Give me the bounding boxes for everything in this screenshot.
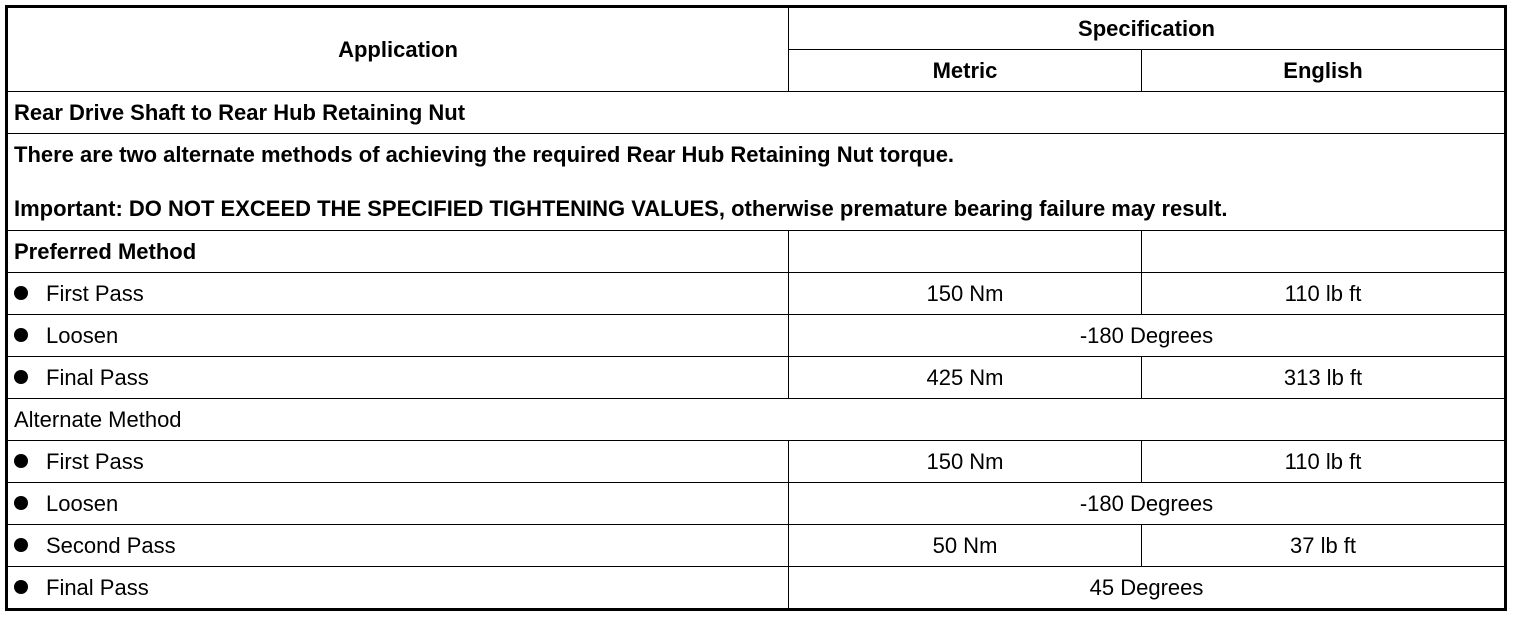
english-value: 110 lb ft [1142,273,1506,315]
step-label: Loosen [46,322,119,348]
english-header: English [1142,50,1506,92]
bullet-icon [14,370,28,384]
english-value: 110 lb ft [1142,441,1506,483]
table-row [7,441,1506,483]
step-label: Second Pass [46,532,176,558]
table-row [7,315,1506,357]
component-title: Rear Drive Shaft to Rear Hub Retaining Nut [7,92,1506,134]
specification-header: Specification [789,7,1506,50]
important-warning: Important: DO NOT EXCEED THE SPECIFIED TIGHTENING VALUES, otherwise premature bearing failure may result. [14,196,1228,221]
metric-value: 425 Nm [789,357,1142,399]
table-row [7,357,1506,399]
metric-header: Metric [789,50,1142,92]
bullet-icon [14,286,28,300]
table-row [7,483,1506,525]
bullet-icon [14,580,28,594]
metric-value: 150 Nm [789,273,1142,315]
combined-value: -180 Degrees [789,315,1506,357]
application-header: Application [7,7,789,92]
preferred-method-label: Preferred Method [7,231,789,273]
metric-value: 150 Nm [789,441,1142,483]
step-label: Loosen [46,490,119,516]
table-row [7,525,1506,567]
table-row [7,273,1506,315]
bullet-icon [14,538,28,552]
table-row [7,567,1506,610]
step-label: First Pass [46,448,144,474]
notes-cell [7,134,1506,231]
combined-value: 45 Degrees [789,567,1506,610]
bullet-icon [14,454,28,468]
combined-value: -180 Degrees [789,483,1506,525]
methods-note: There are two alternate methods of achieving the required Rear Hub Retaining Nut torque. [14,142,955,167]
step-label: Final Pass [46,574,149,600]
alternate-method-label: Alternate Method [7,399,1506,441]
metric-value: 50 Nm [789,525,1142,567]
step-label: Final Pass [46,364,149,390]
torque-spec-table [5,5,1507,611]
preferred-metric-empty [789,231,1142,273]
english-value: 313 lb ft [1142,357,1506,399]
preferred-english-empty [1142,231,1506,273]
bullet-icon [14,496,28,510]
step-label: First Pass [46,280,144,306]
bullet-icon [14,328,28,342]
english-value: 37 lb ft [1142,525,1506,567]
